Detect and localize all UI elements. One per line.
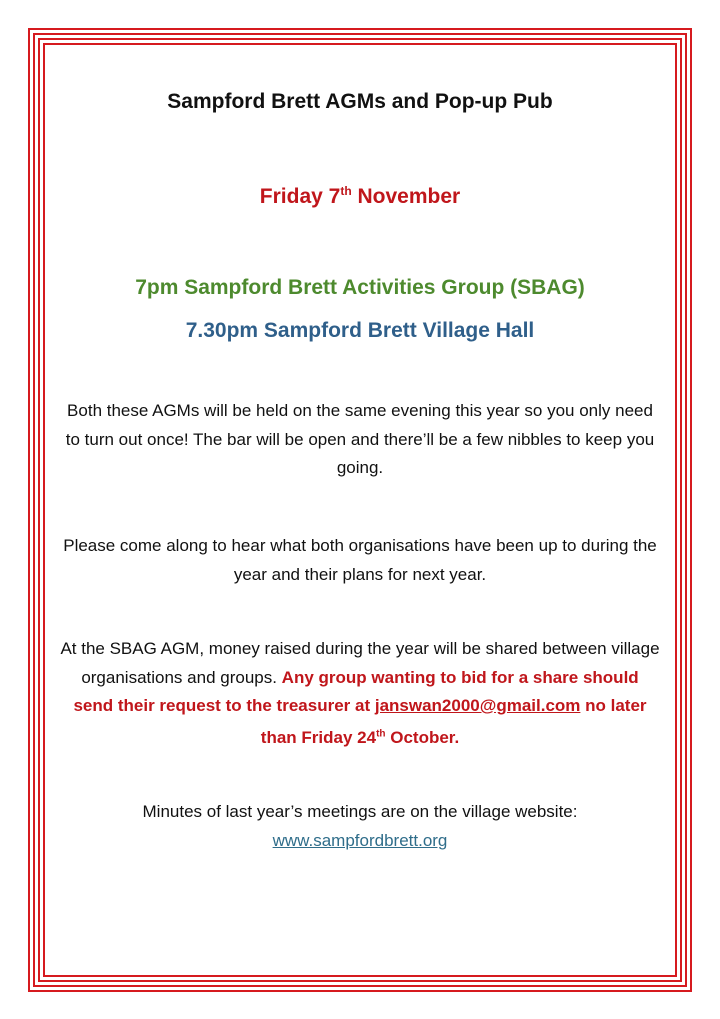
event-date-suffix: th bbox=[340, 184, 352, 198]
poster-title: Sampford Brett AGMs and Pop-up Pub bbox=[167, 90, 553, 113]
deadline-suffix: th bbox=[376, 728, 386, 740]
event-sbag: 7pm Sampford Brett Activities Group (SBAG) bbox=[135, 276, 585, 299]
funding-plain-text: At the SBAG AGM, money raised during the year will be shared between village organisations and groups. bbox=[60, 639, 660, 687]
paragraph-invitation: Please come along to hear what both organisations have been up to during the year and their plans for next year. bbox=[63, 536, 657, 584]
deadline-main: no later than Friday 24 bbox=[260, 696, 647, 748]
event-date-month: November bbox=[351, 185, 461, 208]
deadline-end: October. bbox=[385, 728, 460, 748]
event-date-main: Friday 7 bbox=[259, 185, 341, 208]
minutes-text: Minutes of last year’s meetings are on the village website: bbox=[142, 802, 578, 821]
funding-highlight-text: Any group wanting to bid for a share should send their request to the treasurer at bbox=[73, 667, 639, 715]
event-village-hall: 7.30pm Sampford Brett Village Hall bbox=[185, 319, 535, 342]
paragraph-funding bbox=[60, 635, 660, 753]
paragraph-minutes bbox=[60, 798, 660, 855]
village-website-link[interactable]: www.sampfordbrett.org bbox=[272, 830, 448, 850]
paragraph-agm-info: Both these AGMs will be held on the same evening this year so you only need to turn out once! The bar will be open and there’ll be a few nibbles to keep you going. bbox=[65, 401, 655, 477]
event-date bbox=[60, 184, 660, 209]
treasurer-email-link[interactable]: janswan2000@gmail.com bbox=[374, 696, 581, 715]
